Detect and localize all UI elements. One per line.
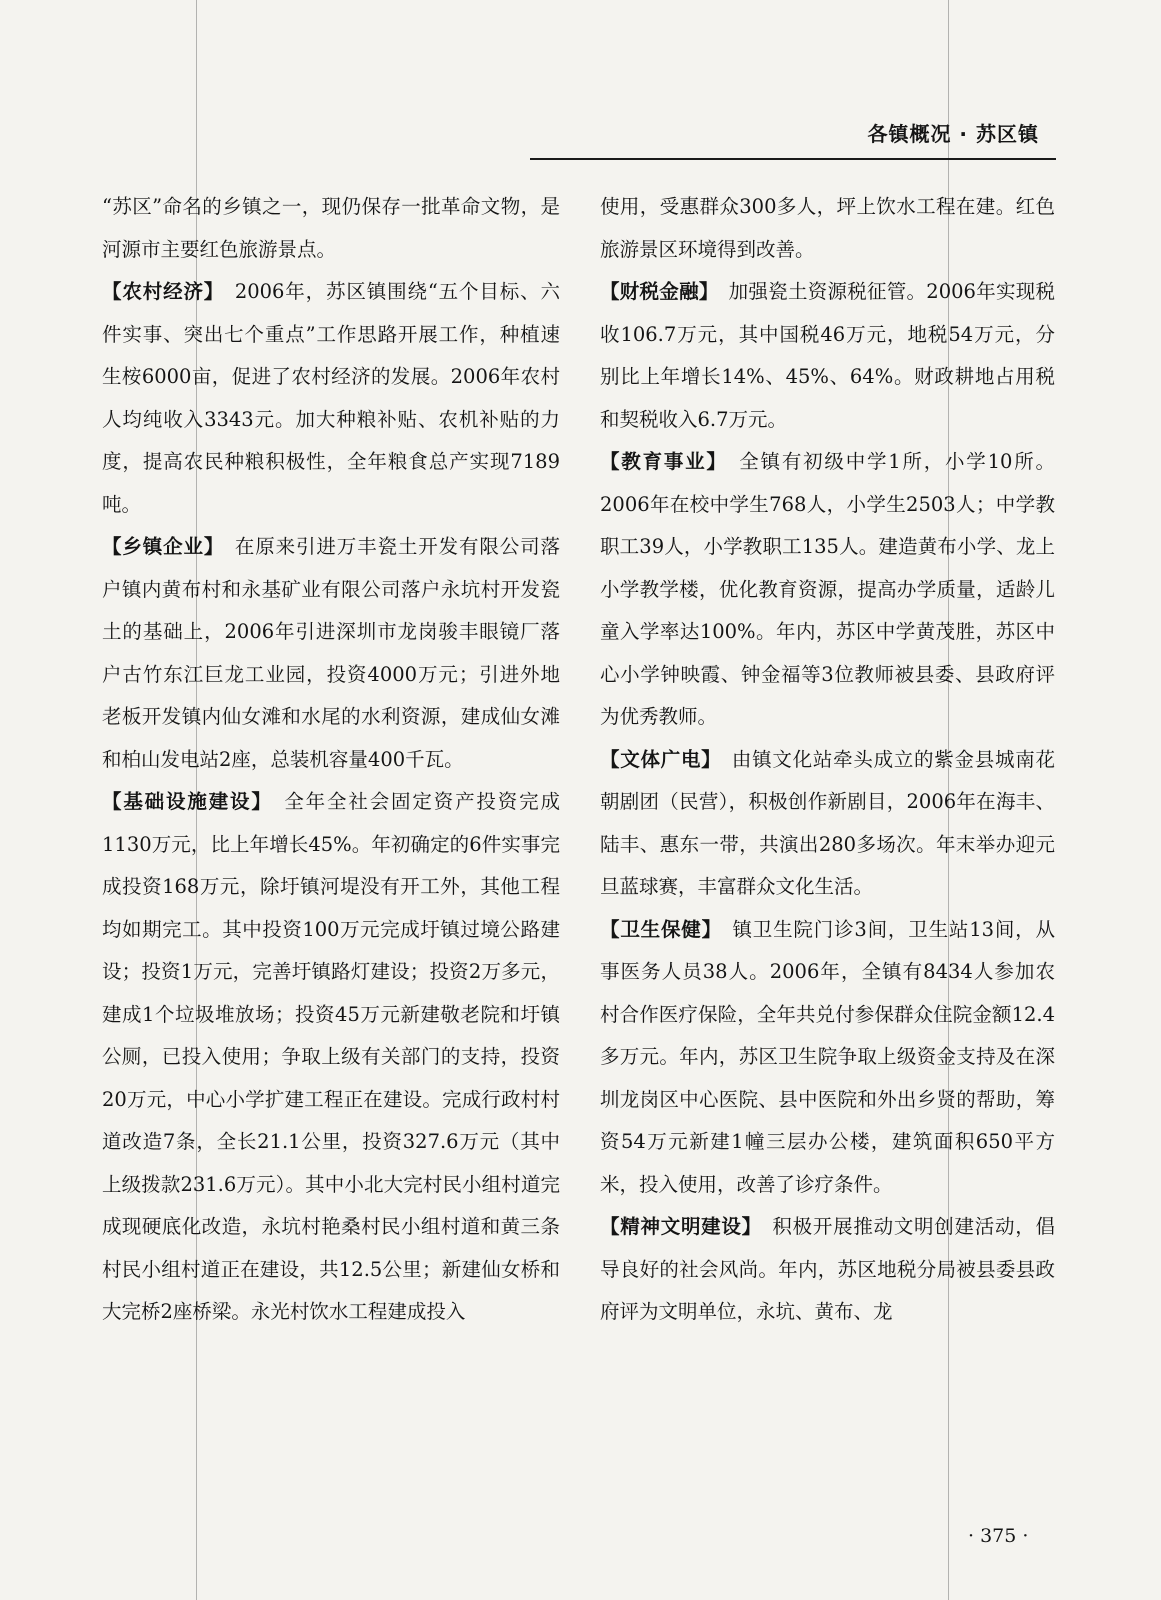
section-body: 积极开展推动文明创建活动，倡导良好的社会风尚。年内，苏区地税分局被县委县政府评为文明单位，永坑、黄布、龙 (600, 1215, 1055, 1323)
section-infrastructure (102, 781, 560, 1334)
section-township-enterprise (102, 526, 560, 781)
section-finance-tax (600, 271, 1055, 441)
section-heading: 【农村经济】 (102, 280, 215, 303)
page-header (0, 0, 1161, 160)
section-body: 在原来引进万丰瓷土开发有限公司落户镇内黄布村和永基矿业有限公司落户永坑村开发瓷土的基础上，2006年引进深圳市龙岗骏丰眼镜厂落户古竹东江巨龙工业园，投资4000万元；引进外地老板开发镇内仙女滩和水尾的水利资源，建成仙女滩和柏山发电站2座，总装机容量400千瓦。 (102, 535, 560, 771)
right-column (600, 186, 1055, 1334)
section-body: 加强瓷土资源税征管。2006年实现税收106.7万元，其中国税46万元，地税54万元，分别比上年增长14%、45%、64%。财政耕地占用税和契税收入6.7万元。 (600, 280, 1055, 431)
continued-paragraph: 使用，受惠群众300多人，坪上饮水工程在建。红色旅游景区环境得到改善。 (600, 195, 1055, 261)
section-heading: 【基础设施建设】 (102, 790, 263, 813)
section-culture-sports-broadcasting (600, 739, 1055, 909)
section-heading: 【财税金融】 (600, 280, 709, 303)
section-rural-economy (102, 271, 560, 526)
section-body: 全镇有初级中学1所，小学10所。2006年在校中学生768人，小学生2503人；中学教职工39人，小学教职工135人。建造黄布小学、龙上小学教学楼，优化教育资源，提高办学质量，适龄儿童入学率达100%。年内，苏区中学黄茂胜，苏区中心小学钟映霞、钟金福等3位教师被县委、县政府评为优秀教师。 (600, 450, 1055, 728)
section-body: 镇卫生院门诊3间，卫生站13间，从事医务人员38人。2006年，全镇有8434人参加农村合作医疗保险，全年共兑付参保群众住院金额12.4多万元。年内，苏区卫生院争取上级资金支持及在深圳龙岗区中心医院、县中医院和外出乡贤的帮助，筹资54万元新建1幢三层办公楼，建筑面积650平方米，投入使用，改善了诊疗条件。 (600, 917, 1055, 1196)
section-body: 由镇文化站牵头成立的紫金县城南花朝剧团（民营），积极创作新剧目，2006年在海丰、陆丰、惠东一带，共演出280多场次。年末举办迎元旦蓝球赛，丰富群众文化生活。 (600, 747, 1055, 898)
page-number: · 375 · (968, 1525, 1029, 1547)
header-rule (530, 158, 1056, 160)
section-body: 全年全社会固定资产投资完成1130万元，比上年增长45%。年初确定的6件实事完成投资168万元，除圩镇河堤没有开工外，其他工程均如期完工。其中投资100万元完成圩镇过境公路建设；投资1万元，完善圩镇路灯建设；投资2万多元，建成1个垃圾堆放场；投资45万元新建敬老院和圩镇公厕，已投入使用；争取上级有关部门的支持，投资20万元，中心小学扩建工程正在建设。完成行政村村道改造7条，全长21.1公里，投资327.6万元（其中上级拨款231.6万元）。其中小北大完村民小组村道完成现硬底化改造，永坑村艳桑村民小组村道和黄三条村民小组村道正在建设，共12.5公里；新建仙女桥和大完桥2座桥梁。永光村饮水工程建成投入 (102, 790, 560, 1323)
section-body: 2006年，苏区镇围绕“五个目标、六件实事、突出七个重点”工作思路开展工作，种植速生桉6000亩，促进了农村经济的发展。2006年农村人均纯收入3343元。加大种粮补贴、农机补贴的力度，提高农民种粮积极性，全年粮食总产实现7189吨。 (102, 280, 560, 516)
running-head: 各镇概况 · 苏区镇 (867, 122, 1039, 146)
section-education (600, 441, 1055, 739)
section-heading: 【乡镇企业】 (102, 535, 215, 558)
section-spiritual-civilization (600, 1206, 1055, 1334)
section-health-care (600, 909, 1055, 1207)
section-heading: 【教育事业】 (600, 450, 718, 473)
section-heading: 【文体广电】 (600, 747, 712, 771)
section-heading: 【精神文明建设】 (600, 1215, 753, 1238)
continued-paragraph: “苏区”命名的乡镇之一，现仍保存一批革命文物，是河源市主要红色旅游景点。 (102, 195, 560, 261)
section-heading: 【卫生保健】 (600, 917, 713, 941)
left-column (102, 186, 560, 1334)
